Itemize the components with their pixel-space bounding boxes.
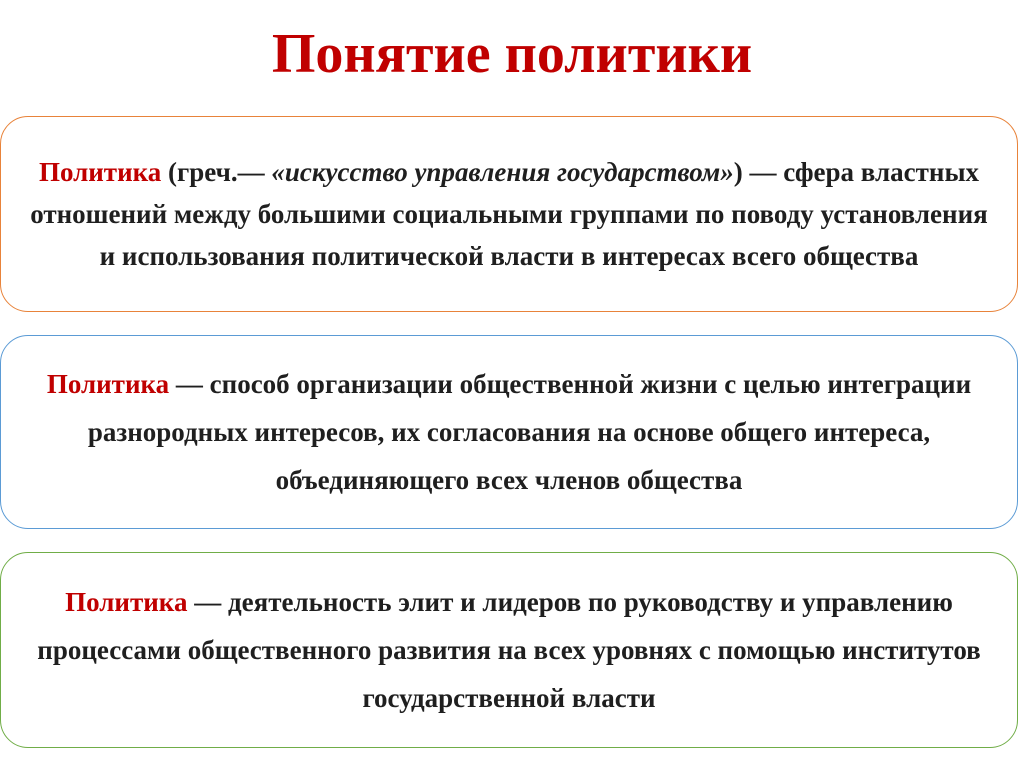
definition-body-3: — деятельность элит и лидеров по руководству и управлению процессами общественного развития на всех уровнях с помощью институтов государственной власти: [37, 587, 981, 713]
definition-suffix-1: ) — сфера властных отношений между большими социальными группами по поводу установления и использования политической власти в интересах всего общества: [30, 157, 988, 271]
definition-prefix-1: (греч.—: [161, 157, 272, 187]
definition-text-3: [1, 578, 1017, 722]
definition-text-2: [1, 360, 1017, 504]
definition-box-3: [0, 552, 1018, 748]
definition-term-1: Политика: [38, 157, 162, 187]
definition-text-1: [1, 151, 1017, 277]
definition-box-1: [0, 116, 1018, 312]
definition-etymology-1: «искусство управления государством»: [271, 157, 734, 187]
slide-title: Понятие политики: [271, 23, 753, 85]
definition-term-3: Политика: [65, 587, 188, 617]
definition-term-2: Политика: [46, 369, 170, 399]
definition-body-2: — способ организации общественной жизни с целью интеграции разнородных интересов, их согласования на основе общего интереса, объединяющего всех членов общества: [87, 369, 972, 495]
definition-box-2: [0, 335, 1018, 529]
